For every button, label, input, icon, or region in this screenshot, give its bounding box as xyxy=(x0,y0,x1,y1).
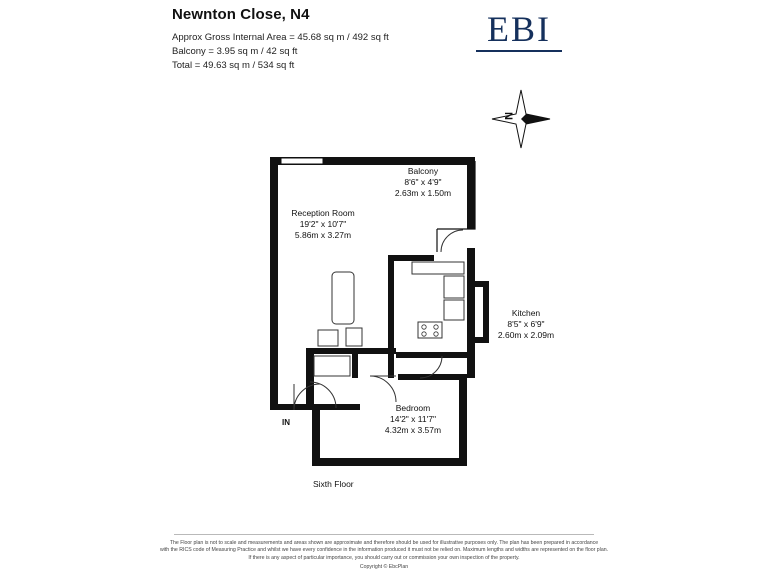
area-line-gross: Approx Gross Internal Area = 45.68 sq m / 492 sq ft xyxy=(172,32,389,43)
footer-divider xyxy=(174,534,594,535)
wall-left-outer xyxy=(270,157,278,410)
bathtub-fixture xyxy=(332,272,354,324)
wall-bedroom-top-right xyxy=(398,374,467,380)
cupboard-fixture xyxy=(314,356,350,376)
wall-balcony-left xyxy=(467,157,475,229)
hob-fixture xyxy=(418,322,442,338)
footer-copyright: Copyright © EbcPlan xyxy=(359,564,409,571)
room-imperial-reception: 19'2" x 10'7" xyxy=(299,219,347,229)
wall-right-outer xyxy=(467,248,475,378)
room-metric-balcony: 2.63m x 1.50m xyxy=(394,188,452,198)
wall-kitchen-hall xyxy=(396,352,468,358)
entrance-label: IN xyxy=(282,418,290,427)
room-metric-kitchen: 2.60m x 2.09m xyxy=(497,330,555,340)
footer-line-1: The Floor plan is not to scale and measurements and areas shown are approximate and therefore should be used for illustrative purposes only. The plan has been prepared in accordance xyxy=(169,540,599,546)
room-name-balcony: Balcony xyxy=(407,166,439,176)
door-bedroom-swing xyxy=(370,376,396,402)
room-imperial-balcony: 8'6" x 4'9" xyxy=(404,177,442,187)
footer-line-2: with the RICS code of Measuring Practice and whilst we have every confidence in the information produced it must not be relied on. Maximum lengths and widths are represented on the floor plan. xyxy=(159,547,609,554)
floor-label: Sixth Floor xyxy=(313,479,354,489)
door-balcony-swing xyxy=(441,230,463,252)
room-imperial-bedroom: 14'2" x 11'7" xyxy=(390,414,436,424)
wall-hall-top xyxy=(306,348,396,354)
area-line-total: Total = 49.63 sq m / 534 sq ft xyxy=(172,60,295,71)
oven-fixture xyxy=(444,300,464,320)
wall-kitchen-bottom xyxy=(467,337,489,343)
room-imperial-kitchen: 8'5" x 6'9" xyxy=(507,319,545,329)
room-metric-reception: 5.86m x 3.27m xyxy=(294,230,352,240)
hob-burner-2 xyxy=(434,325,438,329)
counter-top xyxy=(412,262,464,274)
footer-line-3: If there is any aspect of particular importance, you should carry out or commission your own inspection of the property. xyxy=(248,554,520,561)
wall-hall-right xyxy=(306,348,314,410)
hob-burner-3 xyxy=(422,332,426,336)
room-name-kitchen: Kitchen xyxy=(511,308,541,318)
room-metric-bedroom: 4.32m x 3.57m xyxy=(384,425,442,435)
hob-burner-4 xyxy=(434,332,438,336)
room-label-balcony xyxy=(378,166,468,199)
room-label-bedroom xyxy=(358,403,468,436)
wall-bath-divider xyxy=(352,348,358,378)
room-label-kitchen xyxy=(488,308,564,341)
hob-burner-1 xyxy=(422,325,426,329)
wall-bedroom-bottom xyxy=(312,458,467,466)
wall-bedroom-left xyxy=(312,404,320,466)
compass-north-letter: N xyxy=(501,112,514,120)
room-name-reception: Reception Room xyxy=(291,208,355,218)
wc-fixture xyxy=(346,328,362,346)
window-reception xyxy=(281,158,323,164)
wall-reception-right xyxy=(388,255,394,355)
room-name-bedroom: Bedroom xyxy=(395,403,431,413)
wall-reception-top xyxy=(388,255,434,261)
basin-fixture xyxy=(318,330,338,346)
logo-text: EBI xyxy=(487,9,551,49)
fridge-fixture xyxy=(444,276,464,298)
area-line-balcony: Balcony = 3.95 sq m / 42 sq ft xyxy=(172,46,298,57)
room-label-reception xyxy=(268,208,378,241)
footer-disclaimer xyxy=(0,534,768,571)
page-title: Newnton Close, N4 xyxy=(172,6,310,23)
